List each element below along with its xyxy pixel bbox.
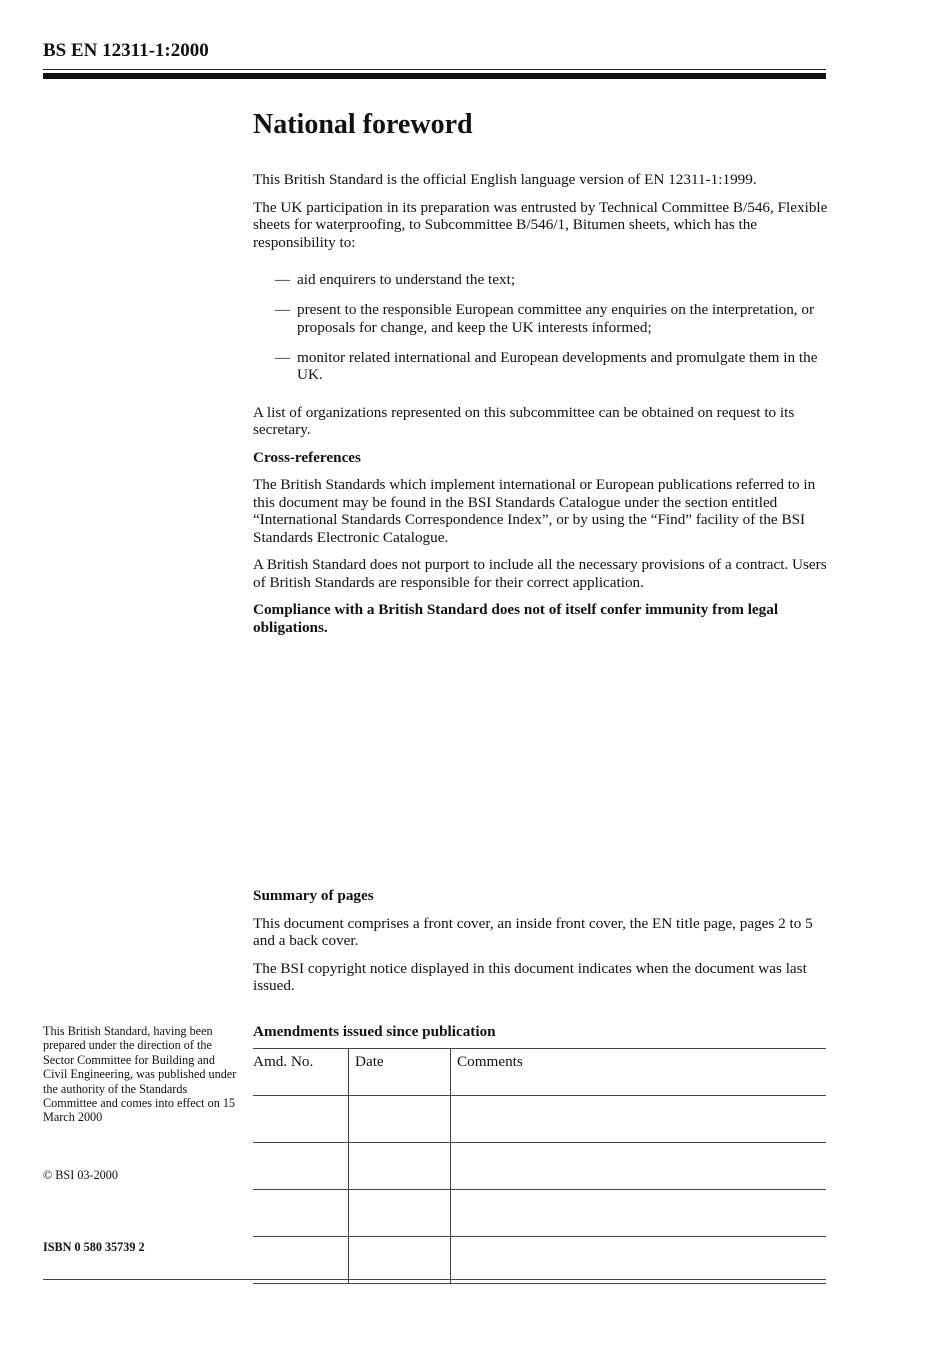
document-id: BS EN 12311-1:2000 bbox=[43, 40, 209, 61]
summary-paragraph-1: This document comprises a front cover, an inside front cover, the EN title page, pages 2 to 5 and a back cover. bbox=[253, 914, 813, 949]
list-item-text: aid enquirers to understand the text; bbox=[297, 271, 516, 288]
responsibility-list bbox=[275, 271, 828, 384]
table-cell bbox=[349, 1142, 451, 1189]
cross-references-heading: Cross-references bbox=[253, 448, 361, 466]
table-cell bbox=[349, 1236, 451, 1283]
dash-bullet: — bbox=[275, 348, 291, 366]
dash-bullet: — bbox=[275, 271, 291, 288]
table-row bbox=[253, 1095, 826, 1142]
list-item-text: present to the responsible European committee any enquiries on the interpretation, or proposals for change, and keep the UK interests informed; bbox=[297, 301, 815, 336]
list-item-text: monitor related international and European developments and promulgate them in the UK. bbox=[297, 348, 818, 383]
column-header-date: Date bbox=[349, 1048, 451, 1095]
amendments-table bbox=[253, 1048, 826, 1284]
table-cell bbox=[451, 1142, 827, 1189]
isbn-number: ISBN 0 580 35739 2 bbox=[43, 1240, 145, 1254]
header-rule-thin bbox=[43, 69, 826, 70]
table-cell bbox=[349, 1095, 451, 1142]
column-header-amd-no: Amd. No. bbox=[253, 1048, 349, 1095]
table-row bbox=[253, 1142, 826, 1189]
foreword-paragraph-4: The British Standards which implement international or European publications referred to in this document may be found in the BSI Standards Catalogue under the section entitled “International Standards Correspondence Index”, or by using the “Find” facility of the BSI Standards Electronic Catalogue. bbox=[253, 476, 816, 546]
publication-sidebar bbox=[43, 1024, 238, 1254]
foreword-paragraph-1: This British Standard is the official English language version of EN 12311-1:1999. bbox=[253, 171, 757, 188]
table-cell bbox=[253, 1189, 349, 1236]
table-row bbox=[253, 1189, 826, 1236]
publication-note: This British Standard, having been prepared under the direction of the Sector Committee for Building and Civil Engineering, was published under the authority of the Standards Committee and comes into effect on 15 March 2000 bbox=[43, 1024, 237, 1125]
summary-section bbox=[253, 887, 828, 1005]
table-cell bbox=[253, 1142, 349, 1189]
amendments-heading: Amendments issued since publication bbox=[253, 1023, 496, 1040]
table-cell bbox=[451, 1189, 827, 1236]
table-header-row bbox=[253, 1048, 826, 1095]
page-title: National foreword bbox=[253, 109, 473, 140]
summary-heading: Summary of pages bbox=[253, 887, 374, 904]
compliance-statement: Compliance with a British Standard does not of itself confer immunity from legal obligations. bbox=[253, 601, 779, 636]
list-item bbox=[275, 271, 828, 289]
list-item bbox=[275, 349, 828, 384]
header-rule-thick bbox=[43, 73, 826, 79]
table-cell bbox=[451, 1236, 827, 1283]
amendments-section bbox=[253, 1023, 826, 1284]
foreword-paragraph-2: The UK participation in its preparation was entrusted by Technical Committee B/546, Flexible sheets for waterproofing, to Subcommittee B/546/1, Bitumen sheets, which has the responsibility to: bbox=[253, 198, 828, 251]
table-row bbox=[253, 1236, 826, 1283]
table-cell bbox=[253, 1236, 349, 1283]
dash-bullet: — bbox=[275, 301, 291, 318]
footer-rule bbox=[43, 1279, 826, 1280]
column-header-comments: Comments bbox=[451, 1048, 827, 1095]
summary-paragraph-2: The BSI copyright notice displayed in this document indicates when the document was last issued. bbox=[253, 959, 807, 994]
table-cell bbox=[253, 1095, 349, 1142]
copyright-notice: © BSI 03-2000 bbox=[43, 1168, 118, 1182]
table-cell bbox=[349, 1189, 451, 1236]
table-cell bbox=[451, 1095, 827, 1142]
foreword-paragraph-5: A British Standard does not purport to include all the necessary provisions of a contract. Users of British Standards are responsible for their correct application. bbox=[253, 556, 827, 591]
foreword-paragraph-3: A list of organizations represented on this subcommittee can be obtained on request to its secretary. bbox=[253, 403, 795, 438]
foreword-section bbox=[253, 108, 828, 646]
list-item bbox=[275, 301, 828, 336]
